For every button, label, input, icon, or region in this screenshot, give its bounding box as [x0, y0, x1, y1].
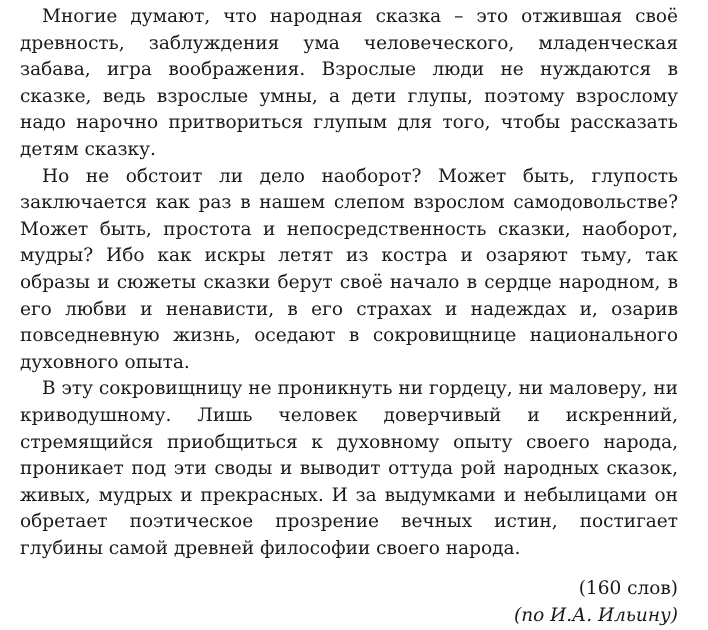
paragraph-3: В эту сокровищницу не проникнуть ни гордецу, ни маловеру, ни криводушному. Лишь человек доверчивый и искренний, стремящийся приобщиться к духовному опыту своего народа, проникает под эти своды и выводит оттуда рой народных сказок, живых, мудрых и прекрасных. И за выдумками и небылицами он обретает поэтическое прозрение вечных истин, постигает глубины самой древней философии своего народа. [20, 378, 678, 559]
text-page [20, 4, 678, 630]
word-count: (160 слов) [578, 578, 678, 600]
paragraph-2: Но не обстоит ли дело наоборот? Может быть, глупость заключается как раз в нашем слепом взрослом самодовольстве? Может быть, простота и непосредственность сказки, наоборот, мудры? Ибо как искры летят из костра и озаряют тьму, так образы и сюжеты сказки берут своё начало в сердце народном, в его любви и ненависти, в его страхах и надеждах и, озарив повседневную жизнь, оседают в сокровищнице национального духовного опыта. [20, 165, 678, 373]
attribution: (по И.А. Ильину) [514, 605, 678, 627]
paragraph-1: Многие думают, что народная сказка – это отжившая своё древность, заблуждения ума человеческого, младенческая забава, игра воображения. Взрослые люди не нуждаются в сказке, ведь взрослые умны, а дети глупы, поэтому взрослому надо нарочно притвориться глупым для того, чтобы рассказать детям сказку. [20, 6, 678, 160]
